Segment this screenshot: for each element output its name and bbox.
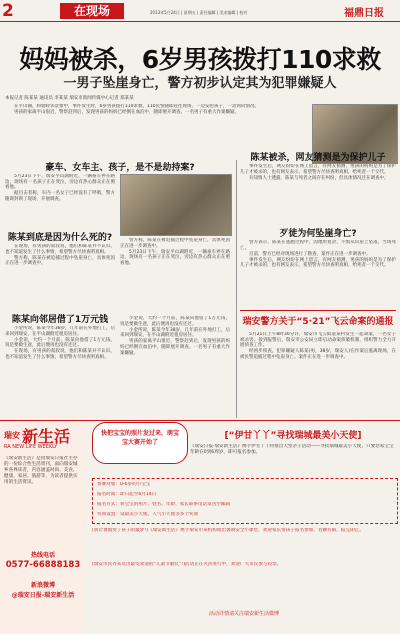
coupon-box <box>92 478 398 524</box>
paragraph: 小金说，大约一个月前，陈某向他借了1万元钱，说是要做生意，此后便再也没有还过。 <box>120 316 230 327</box>
lead-paragraph: 在平山湖，和谐睦邻景象中，事件发生时，6岁男孩拨打110求救，110民警随即赶往现场，一边安慰孩子，一边询问情况。 <box>14 104 260 109</box>
bubble-text: 快把宝宝的照片发过来，萌宝宝大赛开始了 <box>100 430 179 446</box>
event-row: 参赛对象：0-6岁的小宝宝 <box>97 482 151 487</box>
subheadline: 一男子坠崖身亡，警方初步认定其为犯罪嫌疑人 <box>63 76 337 91</box>
section-text <box>120 238 230 312</box>
event-row: 报名方式：将宝宝的照片、姓名、年龄、家长联系电话发送至邮箱 <box>97 502 231 507</box>
section-heading: 豪车、女车主、孩子，是不是劫持案? <box>45 163 195 173</box>
weibo-label: 新浪微博 <box>30 582 55 589</box>
ad-brand-small: 瑞安 <box>4 431 20 440</box>
section-heading: 陈某到底是因为什么死的? <box>7 233 113 243</box>
column-divider <box>236 160 237 418</box>
paper-name: 福鼎日报 <box>344 8 384 19</box>
section-text <box>240 240 396 308</box>
section-heading: 陈某被杀，网友猜测是为保护儿子 <box>250 153 386 163</box>
promo-children-clothing: [瑞安市民齐来选出最受欢迎的“儿童节服装”!]活动正在火热进行中，欢迎广大市民参与投票。 <box>92 562 282 567</box>
paragraph: 有知情人士透露，陈某与死者之间存在纠纷，但具体情况还在调查中。 <box>249 175 389 181</box>
section-banner: 在现场 <box>60 3 124 19</box>
headline: 妈妈被杀，6岁男孩拨打110求救 <box>19 45 381 74</box>
paragraph: 警方称，陈某在被追捕过程中坠崖身亡，具体死因正在进一步调查中。 <box>5 255 115 267</box>
paragraph: 警方表示，陈某在逃跑过程中，因地形复杂，不慎从山崖上坠落，当场死亡。 <box>240 240 396 251</box>
ad-brand-english: RA NEW LIFE WEEKLY <box>4 444 58 450</box>
promo-summer-safety: [别让暑假变了孩子的噩梦!]《瑞安新生活》携手瑞安市某机构推出暑期安全小课堂，欢迎家长带孩子报名参加，名额有限，报完即止。 <box>92 528 364 533</box>
paragraph: 5月23日下午，瑞安平山湖附近，一辆豪车停在路边，现场有一名孩子正在哭泣，旁边有热心群众正在照看他。 <box>120 249 230 266</box>
phone-label: 热线电话 <box>30 552 55 559</box>
event-intro: 《瑞安日报·瑞安新生活》携手伊甘丫丫特推出大型亲子活动——寻找瑞城最美小天使，只要您家宝宝年龄在0到6周岁，即可报名参加。 <box>190 444 394 455</box>
ad-description: 《瑞安新生活》是由瑞安日报社主办的一份综合性生活周刊，面向瑞安城乡各界读者，内容涵盖时尚、美食、健康、家居、旅游等，为读者提供实用的生活资讯。 <box>4 456 78 485</box>
paragraph: 事件发生后，网友纷纷在网上留言，有网友猜测，男孩的妈妈是为了保护儿子才被杀的，也有网友表示，希望警方尽快查明真相，给死者一个交代。 <box>240 164 396 175</box>
ad-rule <box>0 420 400 421</box>
paragraph: 小金所说，陈某今年38岁，几年前在外地打工，后来回到瑞安，在平山湖附近租房居住。 <box>5 326 115 337</box>
byline: 本报记者 陈某某 通讯员 李某某 瑞安市新闻传媒中心记者 郑某某 <box>5 96 134 101</box>
police-report-text <box>240 332 396 418</box>
header-rule <box>0 21 400 22</box>
event-title: [“伊甘丫丫”寻找瑞城最美小天使] <box>224 431 362 441</box>
paragraph: 目前，警方已经对现场进行了勘查，案件正在进一步调查中。 <box>249 251 371 257</box>
paragraph: 5月23日下午，瑞安平山湖附近，一辆豪车停在路边，现场有一名孩子正在哭泣，旁边有热心群众正在照看他。 <box>5 174 115 191</box>
section-text <box>5 326 115 418</box>
section-text <box>240 164 396 224</box>
ad-footer-note: 活动详情请关注瑞安新生活微博 <box>208 611 279 617</box>
paragraph: 警方称，陈某在被追捕过程中坠崖身亡，具体死因正在进一步调查中。 <box>120 238 230 249</box>
page-number: 2 <box>2 1 14 21</box>
paragraph: 经初步侦查，犯罪嫌疑人陈某(男，38岁，瑞安人)在作案后逃离现场，在被民警追捕过程中坠崖身亡。案件正在进一步调查中。 <box>240 349 396 360</box>
paragraph: 小金说，大约一个月前，陈某向他借了1万元钱，说是要做生意，此后便再也没有还过。 <box>5 337 115 349</box>
paragraph: 据目击者称，车内一名女子已经没有了呼吸，警方随即封锁了现场，开展调查。 <box>5 191 115 202</box>
dateline: 2013年5月24日 | 星期五 | 责任编辑 | 美术编辑 | 校对 <box>150 10 248 15</box>
news-photo-car <box>120 174 232 236</box>
lead-paragraph: 男孩的家离平山很近，警察赶到后，发现男孩的妈妈已经倒在血泊中，随即展开调查。一名男子有重大作案嫌疑。 <box>14 110 239 116</box>
event-row: 奖项设置：设最美小天使、人气小天使等多个奖项 <box>97 512 199 517</box>
paragraph: 男孩的家离平山很近，警察赶到后，发现男孩的妈妈已经倒在血泊中，随即展开调查。一名男子有重大作案嫌疑。 <box>120 339 230 356</box>
section-heading: 陈某向邻居借了1万元钱 <box>11 315 109 325</box>
paragraph: 5月21日上午8时30分许，瑞安市飞云街道某村发生一起命案，一名女子被杀害。接到报警后，瑞安市公安局立即启动命案侦破机制，组织警力全力开展侦查工作。 <box>240 332 396 349</box>
ad-left-panel <box>0 422 86 634</box>
lead-text <box>5 104 305 156</box>
paragraph: 在现场，有男孩的叔叔说，他们和陈某并不认识，也不知道发生了什么事情，希望警方尽快查明真相。 <box>5 349 115 360</box>
section-text <box>5 174 115 222</box>
section-text <box>5 244 115 312</box>
speech-bubble <box>92 422 188 464</box>
section-text <box>120 316 230 418</box>
report-rule <box>240 310 396 311</box>
police-report-title: 瑞安警方关于“5·21”飞云命案的通报 <box>242 317 394 327</box>
weibo-handle: @瑞安日报-瑞安新生活 <box>11 592 75 599</box>
paragraph: 事件发生后，网友纷纷在网上留言，有网友猜测，男孩的妈妈是为了保护儿子才被杀的，也有网友表示，希望警方尽快查明真相，给死者一个交代。 <box>240 257 396 269</box>
section-heading: 歹徒为何坠崖身亡? <box>279 229 357 239</box>
paragraph: 小金所说，陈某今年38岁，几年前在外地打工，后来回到瑞安，在平山湖附近租房居住。 <box>120 327 230 339</box>
page-header <box>0 0 400 22</box>
paragraph: 在现场，有男孩的叔叔说，他们和陈某并不认识，也不知道发生了什么事情，希望警方尽快查明真相。 <box>5 244 115 255</box>
event-row: 报名时间：即日起至6月14日 <box>97 492 157 497</box>
ad-brand: 新生活 <box>22 427 71 446</box>
phone-number: 0577-66888183 <box>5 560 81 570</box>
